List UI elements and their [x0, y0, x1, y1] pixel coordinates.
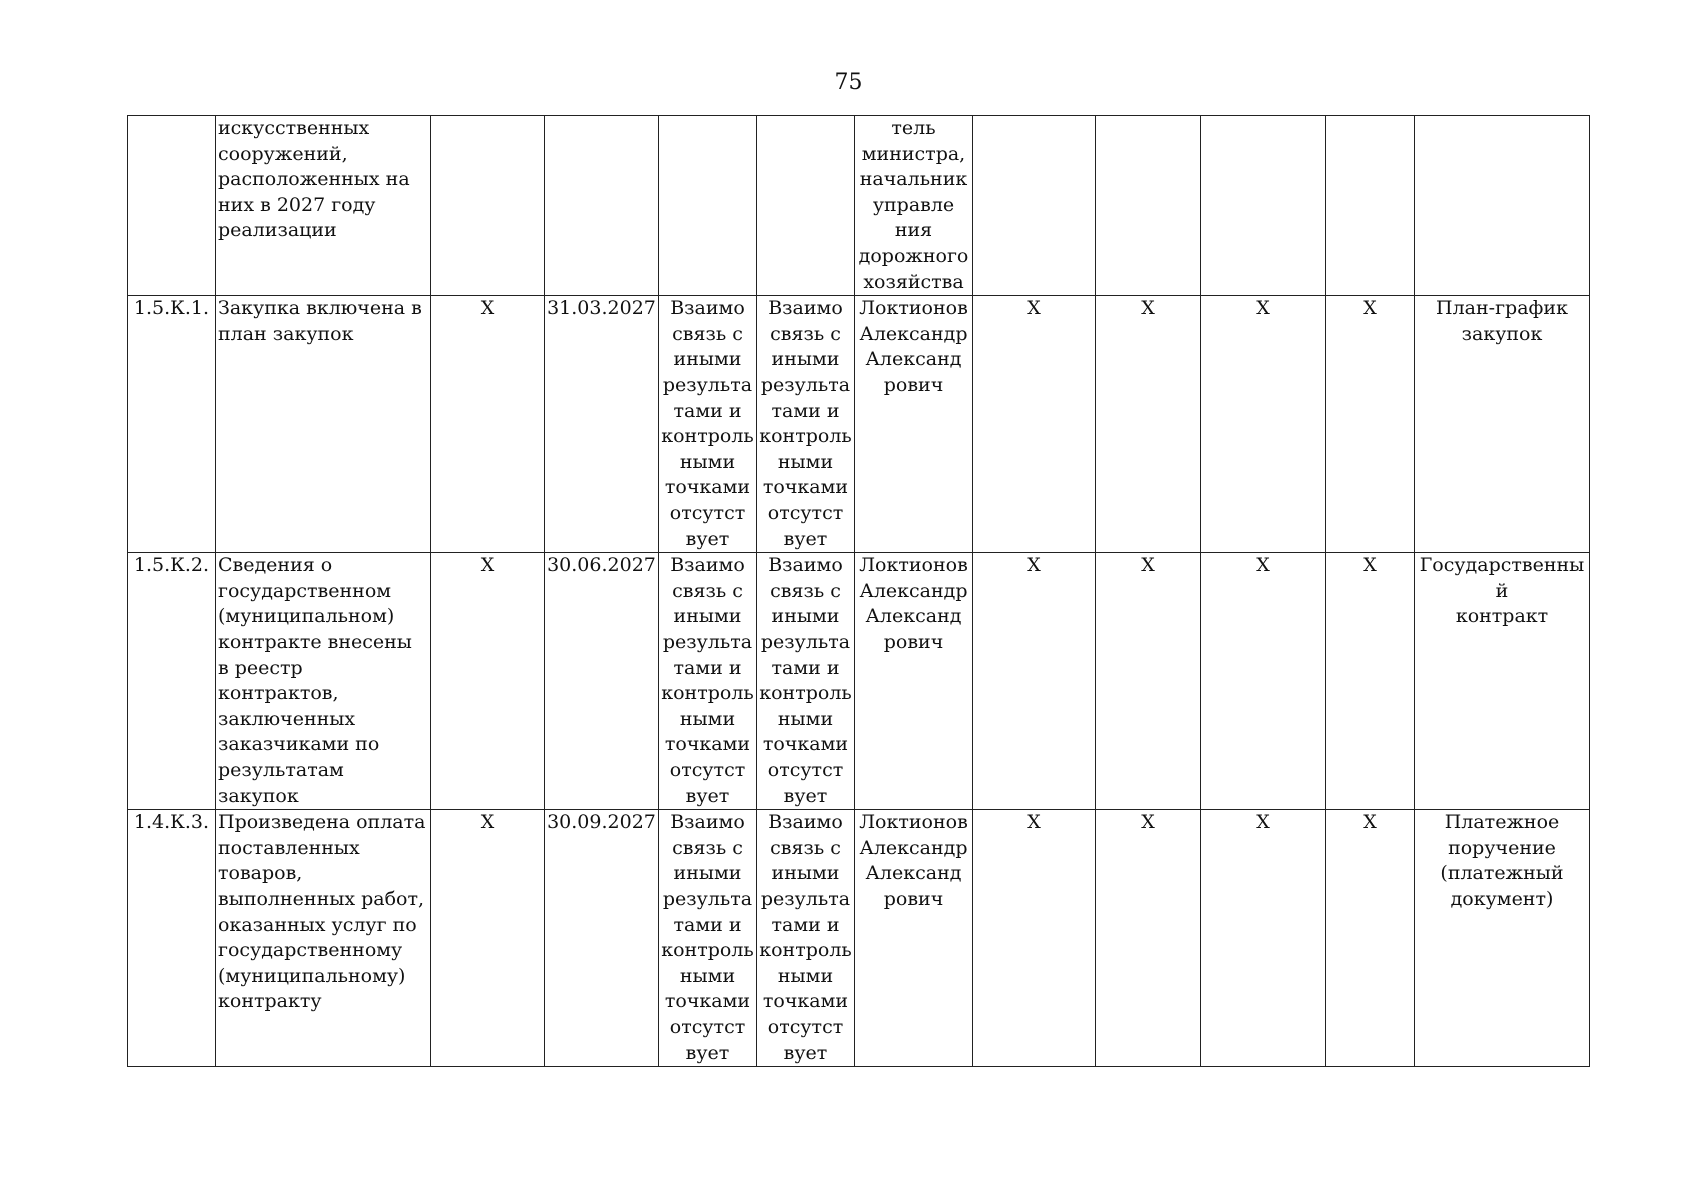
cell-description: Сведения о государственном (муниципальном) контракте внесены в реестр контрактов, заключенных заказчиками по результатам закупок — [216, 553, 431, 810]
cell-link-prev: Взаимо связь с иными результа тами и контроль ными точками отсутст вует — [659, 810, 757, 1067]
cell-date — [545, 116, 659, 296]
cell-date: 31.03.2027 — [545, 296, 659, 553]
cell-link-prev — [659, 116, 757, 296]
table-row — [128, 553, 1590, 810]
cell-col8: Х — [973, 810, 1096, 1067]
cell-col8: Х — [973, 553, 1096, 810]
cell-col10 — [1201, 116, 1326, 296]
cell-description: Произведена оплата поставленных товаров, выполненных работ, оказанных услуг по государственному (муниципальному) контракту — [216, 810, 431, 1067]
cell-link-prev: Взаимо связь с иными результа тами и контроль ными точками отсутст вует — [659, 296, 757, 553]
cell-description: искусственных сооружений, расположенных на них в 2027 году реализации — [216, 116, 431, 296]
cell-document: Государственный контракт — [1415, 553, 1590, 810]
cell-col3: Х — [431, 553, 545, 810]
cell-link-prev: Взаимо связь с иными результа тами и контроль ными точками отсутст вует — [659, 553, 757, 810]
cell-responsible: Локтионов Александр Александ рович — [855, 553, 973, 810]
cell-col10: Х — [1201, 553, 1326, 810]
cell-responsible: Локтионов Александр Александ рович — [855, 810, 973, 1067]
cell-col10: Х — [1201, 810, 1326, 1067]
cell-col11: Х — [1326, 296, 1415, 553]
cell-document: Платежное поручение (платежный документ) — [1415, 810, 1590, 1067]
cell-col3: Х — [431, 296, 545, 553]
cell-col11: Х — [1326, 810, 1415, 1067]
cell-date: 30.06.2027 — [545, 553, 659, 810]
cell-document — [1415, 116, 1590, 296]
cell-responsible: Локтионов Александр Александ рович — [855, 296, 973, 553]
cell-col8: Х — [973, 296, 1096, 553]
cell-link-next: Взаимо связь с иными результа тами и контроль ными точками отсутст вует — [757, 296, 855, 553]
cell-col9: Х — [1096, 810, 1201, 1067]
cell-code: 1.5.К.1. — [128, 296, 216, 553]
cell-code: 1.4.К.3. — [128, 810, 216, 1067]
cell-document: План-график закупок — [1415, 296, 1590, 553]
table-row — [128, 810, 1590, 1067]
cell-code: 1.5.К.2. — [128, 553, 216, 810]
control-points-table — [127, 115, 1590, 1067]
cell-description: Закупка включена в план закупок — [216, 296, 431, 553]
cell-col3: Х — [431, 810, 545, 1067]
cell-col3 — [431, 116, 545, 296]
cell-link-next — [757, 116, 855, 296]
cell-col11 — [1326, 116, 1415, 296]
cell-col10: Х — [1201, 296, 1326, 553]
cell-link-next: Взаимо связь с иными результа тами и контроль ными точками отсутст вует — [757, 553, 855, 810]
cell-link-next: Взаимо связь с иными результа тами и контроль ными точками отсутст вует — [757, 810, 855, 1067]
table-row — [128, 116, 1590, 296]
cell-code — [128, 116, 216, 296]
cell-col11: Х — [1326, 553, 1415, 810]
cell-col9: Х — [1096, 553, 1201, 810]
table-row — [128, 296, 1590, 553]
cell-col9 — [1096, 116, 1201, 296]
cell-date: 30.09.2027 — [545, 810, 659, 1067]
cell-responsible: тель министра, начальник управле ния дорожного хозяйства — [855, 116, 973, 296]
cell-col8 — [973, 116, 1096, 296]
page-number: 75 — [834, 70, 863, 95]
cell-col9: Х — [1096, 296, 1201, 553]
